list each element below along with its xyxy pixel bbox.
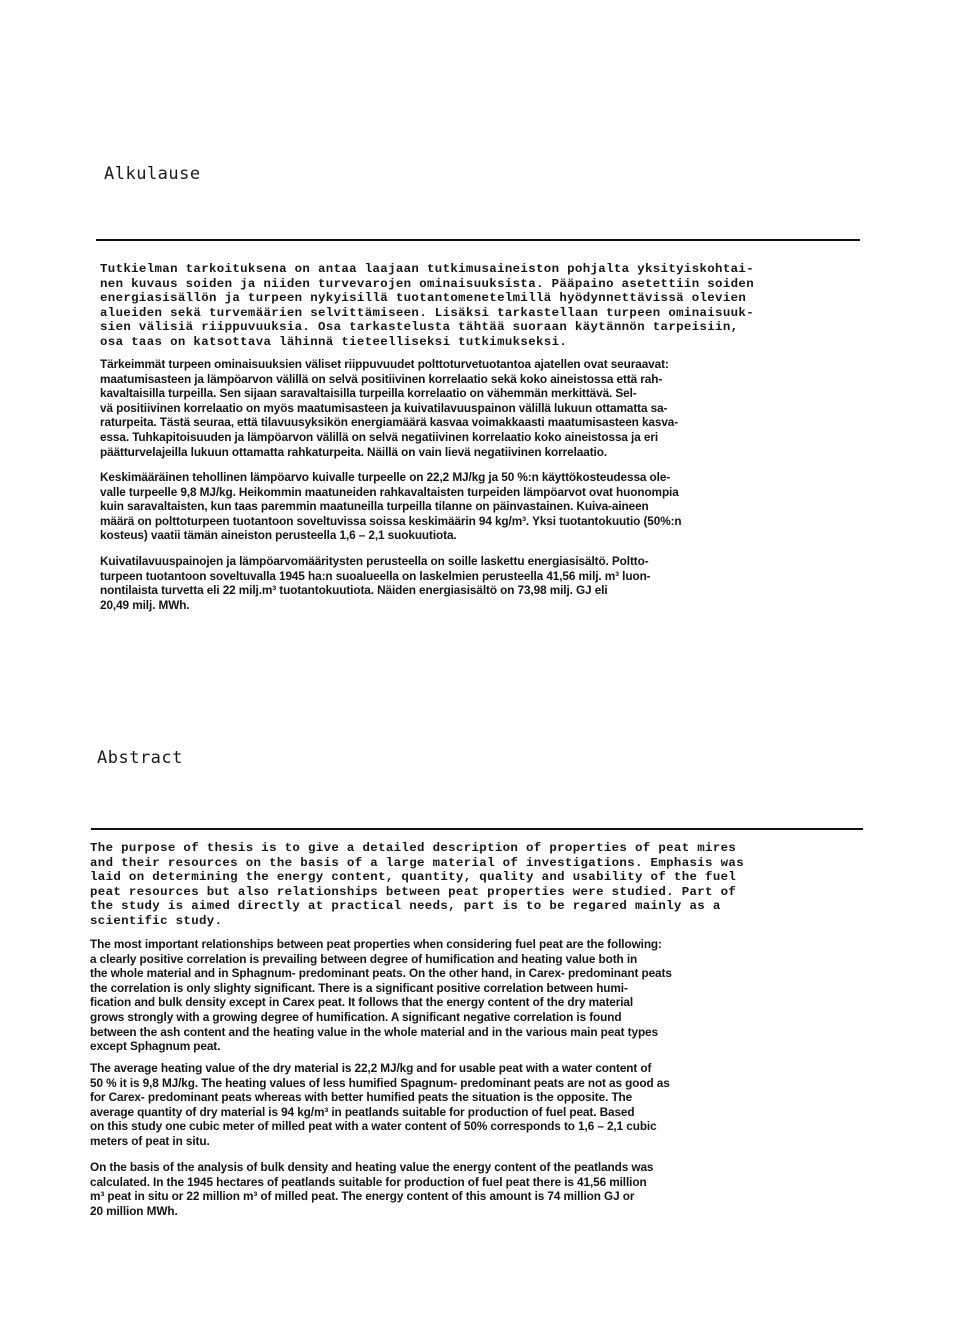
text-line: fication and bulk density except in Carex peat. It follows that the energy content of the dry material — [90, 995, 634, 1010]
text-line: The average heating value of the dry material is 22,2 MJ/kg and for usable peat with a water content of — [90, 1061, 652, 1075]
text-line: m³ peat in situ or 22 million m³ of milled peat. The energy content of this amount is 74 million GJ or — [90, 1189, 635, 1204]
text-line: scientific study. — [90, 913, 223, 928]
text-line: kuin saravaltaisten, kun taas paremmin maatuneilla turpeilla tilanne on päinvastainen. Kuiva-aineen — [100, 499, 649, 514]
finnish-paragraph-1 — [100, 262, 870, 350]
finnish-paragraph-2 — [100, 357, 880, 459]
text-line: nontilaista turvetta eli 22 milj.m³ tuotantokuutiota. Näiden energiasisältö on 73,98 milj. GJ eli — [100, 583, 608, 598]
text-line: between the ash content and the heating value in the whole material and in the various main peat types — [90, 1024, 658, 1039]
text-line: on this study one cubic meter of milled peat with a water content of 50% corresponds to 1,6 – 2,1 cubic — [90, 1119, 657, 1134]
text-line: maatumisasteen ja lämpöarvon välillä on selvä positiivinen korrelaatio sekä koko aineistossa että rah- — [100, 371, 663, 386]
text-line: Tutkielman tarkoituksena on antaa laajaan tutkimusaineiston pohjalta yksityiskohtai- — [100, 262, 754, 276]
text-line: peat resources but also relationships between peat properties were studied. Part of — [90, 884, 737, 899]
text-line: a clearly positive correlation is prevailing between degree of humification and heating value both in — [90, 951, 638, 966]
text-line: valle turpeelle 9,8 MJ/kg. Heikommin maatuneiden rahkavaltaisten turpeiden lämpöarvot ovat huonompia — [100, 484, 679, 499]
text-line: laid on determining the energy content, quantity, quality and usability of the fuel — [90, 870, 737, 885]
heading-abstract: Abstract — [97, 748, 183, 768]
text-line: The most important relationships between peat properties when considering fuel peat are the following: — [90, 937, 662, 951]
text-line: except Sphagnum peat. — [90, 1039, 221, 1054]
text-line: Kuivatilavuuspainojen ja lämpöarvomääritysten perusteella on soille laskettu energiasisältö. Poltto- — [100, 554, 649, 568]
text-line: grows strongly with a growing degree of humification. A significant negative correlation is found — [90, 1009, 622, 1024]
text-line: the study is aimed directly at practical needs, part is to be regared mainly as a — [90, 899, 721, 914]
text-line: 50 % it is 9,8 MJ/kg. The heating values of less humified Spagnum- predominant peats are not as good as — [90, 1075, 670, 1090]
text-line: Tärkeimmät turpeen ominaisuuksien väliset riippuvuudet polttoturvetuotantoa ajatellen ovat seuraavat: — [100, 357, 669, 371]
text-line: 20,49 milj. MWh. — [100, 597, 190, 612]
text-line: the correlation is only slighty significant. There is a significant positive correlation between humi- — [90, 980, 628, 995]
text-line: kavaltaisilla turpeilla. Sen sijaan saravaltaisilla turpeilla korrelaatio on vähemmän merkittävä. Sel- — [100, 386, 637, 401]
text-line: alueiden sekä turvemäärien selvittämiseen. Lisäksi tarkastellaan turpeen ominaisuuk- — [100, 305, 754, 320]
english-paragraph-3 — [90, 1061, 880, 1149]
text-line: määrä on polttoturpeen tuotantoon soveltuvissa soissa keskimäärin 94 kg/m³. Yksi tuotantokuutio (50%:n — [100, 513, 682, 528]
text-line: nen kuvaus soiden ja niiden turvevarojen ominaisuuksista. Pääpaino asetettiin soiden — [100, 276, 754, 291]
english-paragraph-4 — [90, 1160, 880, 1218]
english-paragraph-1 — [90, 841, 870, 929]
text-line: sien välisiä riippuvuuksia. Osa tarkastelusta tähtää suoraan käytännön tarpeisiin, — [100, 320, 739, 335]
text-line: The purpose of thesis is to give a detailed description of properties of peat mires — [90, 841, 737, 855]
divider-line — [91, 828, 863, 830]
text-line: calculated. In the 1945 hectares of peatlands suitable for production of fuel peat there is 41,56 million — [90, 1174, 647, 1189]
text-line: and their resources on the basis of a large material of investigations. Emphasis was — [90, 855, 744, 870]
text-line: Keskimääräinen tehollinen lämpöarvo kuivalle turpeelle on 22,2 MJ/kg ja 50 %:n käyttökosteudessa ole- — [100, 470, 671, 484]
divider-line — [96, 239, 860, 241]
text-line: the whole material and in Sphagnum- predominant peats. On the other hand, in Carex- predominant peats — [90, 966, 672, 981]
text-line: osa taas on katsottava lähinnä tieteelliseksi tutkimukseksi. — [100, 334, 568, 349]
text-line: vä positiivinen korrelaatio on myös maatumisasteen ja kuivatilavuuspainon välillä lukuun ottamatta sa- — [100, 400, 668, 415]
finnish-paragraph-3 — [100, 470, 880, 543]
heading-alkulause: Alkulause — [104, 164, 201, 184]
english-paragraph-2 — [90, 937, 880, 1054]
text-line: for Carex- predominant peats whereas with better humified peats the situation is the opposite. The — [90, 1090, 633, 1105]
text-line: energiasisällön ja turpeen nykyisillä tuotantomenetelmillä hyödynnettävissä olevien — [100, 291, 747, 306]
text-line: average quantity of dry material is 94 kg/m³ in peatlands suitable for production of fuel peat. Based — [90, 1104, 635, 1119]
text-line: päätturvelajeilla lukuun ottamatta rahkaturpeita. Näillä on vain lievä negatiivinen korrelaatio. — [100, 444, 607, 459]
finnish-paragraph-4 — [100, 554, 880, 612]
text-line: 20 million MWh. — [90, 1203, 178, 1218]
text-line: turpeen tuotantoon soveltuvalla 1945 ha:n suoalueella on laskelmien perusteella 41,56 milj. m³ luon- — [100, 568, 651, 583]
text-line: meters of peat in situ. — [90, 1133, 210, 1148]
text-line: raturpeita. Tästä seuraa, että tilavuusyksikön energiamäärä kasvaa voimakkaasti maatumisasteen kasva- — [100, 415, 679, 430]
text-line: kosteus) vaatii tämän aineiston perusteella 1,6 – 2,1 suokuutiota. — [100, 528, 457, 543]
text-line: On the basis of the analysis of bulk density and heating value the energy content of the peatlands was — [90, 1160, 654, 1174]
text-line: essa. Tuhkapitoisuuden ja lämpöarvon välillä on selvä negatiivinen korrelaatio koko aineistossa ja eri — [100, 429, 658, 444]
